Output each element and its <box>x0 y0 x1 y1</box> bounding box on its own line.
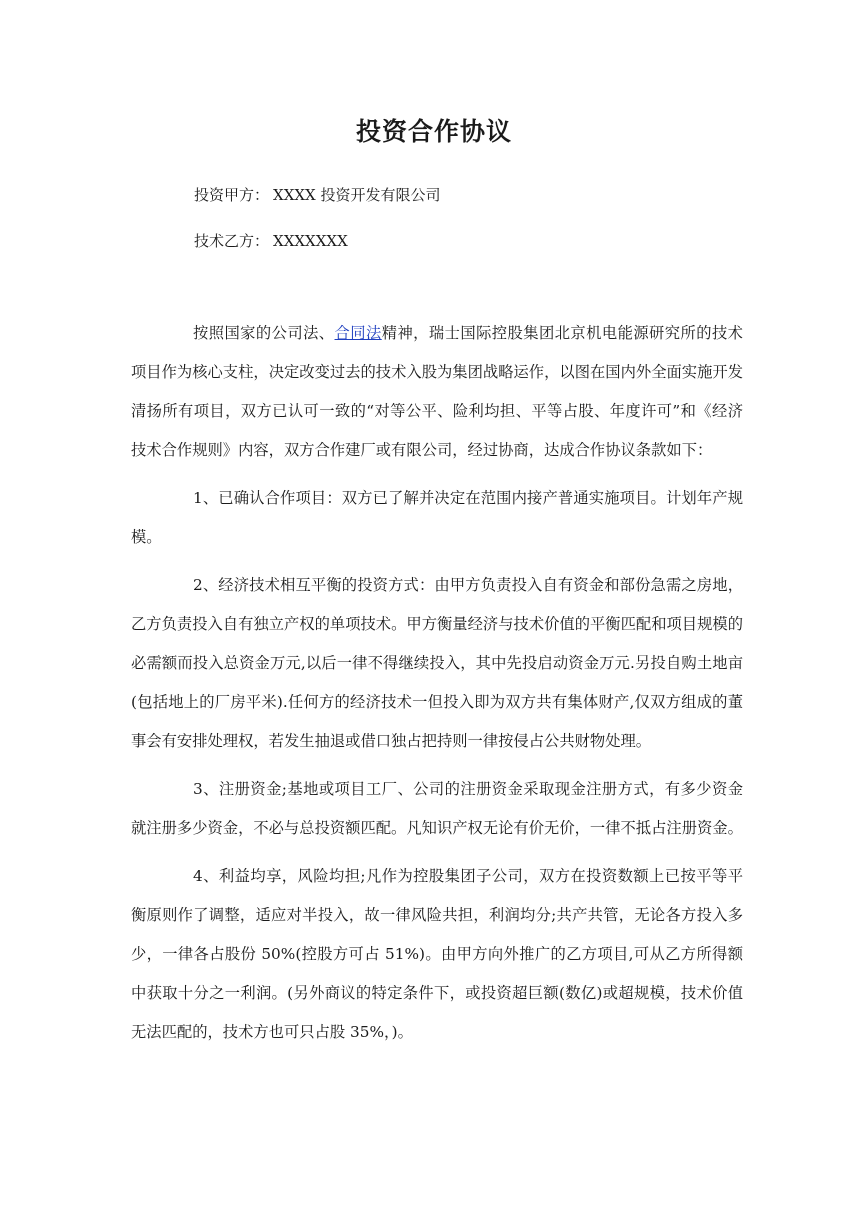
party-a-line <box>194 184 441 205</box>
party-a-value: XXXX 投资开发有限公司 <box>273 186 441 204</box>
party-b-line <box>194 230 348 251</box>
party-b-value: XXXXXXX <box>273 232 348 250</box>
intro-text-after-link: 精神，瑞士国际控股集团北京机电能源研究所的技术项目作为核心支柱，决定改变过去的技术入股为集团战略运作，以图在国内外全面实施开发清扬所有项目，双方已认可一致的“对等公平、险利均担、平等占股、年度许可”和《经济技术合作规则》内容，双方合作建厂或有限公司，经过协商，达成合作协议条款如下： <box>131 324 743 459</box>
clause-1: 1、已确认合作项目：双方已了解并决定在范围内接产普通实施项目。计划年产规模。 <box>131 489 743 546</box>
clause-2: 2、经济技术相互平衡的投资方式：由甲方负责投入自有资金和部份急需之房地，乙方负责投入自有独立产权的单项技术。甲方衡量经济与技术价值的平衡匹配和项目规模的必需额而投入总资金万元,以后一律不得继续投入，其中先投启动资金万元.另投自购土地亩(包括地上的厂房平米).任何方的经济技术一但投入即为双方共有集体财产,仅双方组成的董事会有安排处理权，若发生抽退或借口独占把持则一律按侵占公共财物处理。 <box>131 576 743 750</box>
contract-law-link[interactable]: 合同法 <box>334 324 382 342</box>
clause-4: 4、利益均享，风险均担;凡作为控股集团子公司，双方在投资数额上已按平等平衡原则作了调整，适应对半投入，故一律风险共担，利润均分;共产共管，无论各方投入多少，一律各占股份 50%(控股方可占 51%)。由甲方向外推广的乙方项目,可从乙方所得额中获取十分之一利润。(另外商议的特定条件下，或投资超巨额(数亿)或超规模，技术价值无法匹配的，技术方也可只占股 35%，)。 <box>131 867 743 1041</box>
document-title: 投资合作协议 <box>355 117 512 146</box>
intro-text-before-link: 按照国家的公司法、 <box>193 324 335 342</box>
party-a-label: 投资甲方： <box>194 186 270 204</box>
party-b-label: 技术乙方： <box>194 232 270 250</box>
clause-3: 3、注册资金;基地或项目工厂、公司的注册资金采取现金注册方式，有多少资金就注册多少资金，不必与总投资额匹配。凡知识产权无论有价无价，一律不抵占注册资金。 <box>131 780 743 837</box>
intro-paragraph <box>131 314 743 470</box>
document-body <box>131 314 743 1061</box>
